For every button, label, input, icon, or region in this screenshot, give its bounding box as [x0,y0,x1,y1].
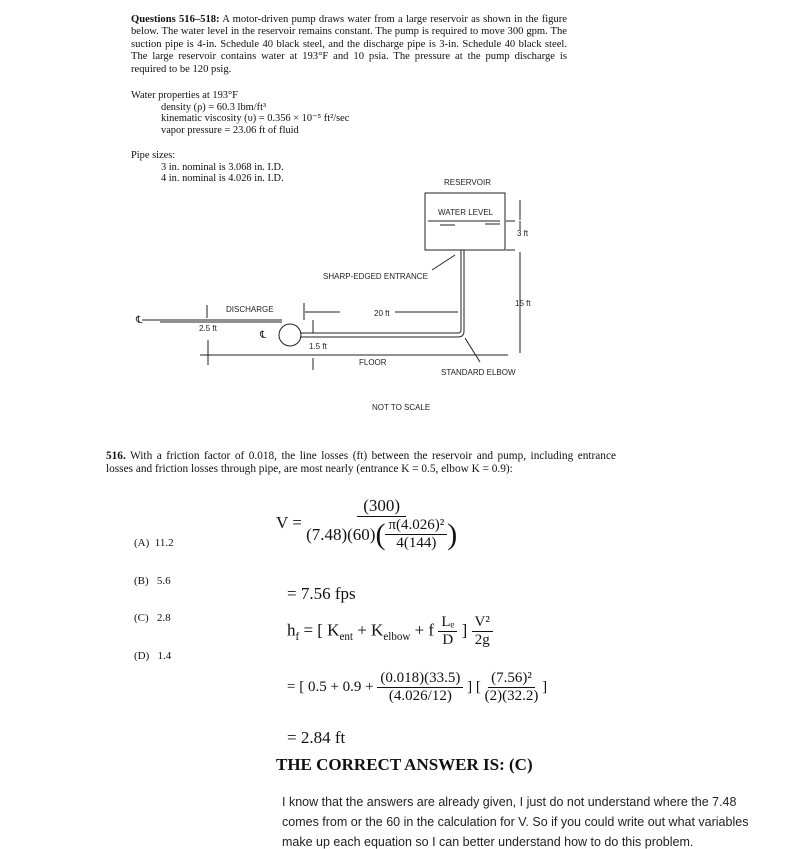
question-516 [106,450,616,476]
elbow-label: STANDARD ELBOW [441,368,516,377]
intro-text: A motor-driven pump draws water from a large reservoir as shown in the figure below. The water level in the reservoir remains constant. The pump is required to move 300 gpm. The suction pipe is 4-in. Schedule 40 black steel, and the discharge pipe is 3-in. Schedule 40 black steel. The large reservoir contains water at 193°F and 10 psia. The pressure at the pump discharge is required to be 120 psig. [131,14,567,75]
v2-num: V² [472,614,493,632]
pipes-title: Pipe sizes: [131,150,176,161]
l2-den2: (2)(32.2) [484,688,539,704]
dim-2-5ft-label: 2.5 ft [199,324,217,333]
properties-title: Water properties at 193°F [131,90,238,101]
correct-answer: THE CORRECT ANSWER IS: (C) [276,755,533,774]
suction-pipe [300,250,464,337]
head-loss-substitution [287,670,547,705]
velocity-result: = 7.56 fps [287,584,356,603]
floor-label: FLOOR [359,358,387,367]
dim-3ft-label: 3 ft [517,229,529,238]
l2-num2: (7.56)² [488,670,535,688]
v-den-a: (7.48)(60) [306,524,376,544]
v-den-den: 4(144) [396,535,437,551]
water-level-label: WATER LEVEL [438,208,494,217]
dim-15ft-label: 15 ft [515,299,531,308]
choice-a: (A) 11.2 [134,537,174,549]
hf-sub: f [295,630,300,643]
entrance-arrow [432,255,455,270]
l2-den: (4.026/12) [388,688,452,704]
hf-eq: = [ K [303,620,340,640]
pump [279,324,301,346]
centerline-icon: ℄ [136,315,143,326]
intro-heading: Questions 516–518: [131,14,220,25]
property-item: kinematic viscosity (υ) = 0.356 × 10⁻⁵ ft²/sec [161,113,350,124]
head-loss-equation [287,614,493,649]
centerline-icon: ℄ [260,330,267,341]
entrance-label: SHARP-EDGED ENTRANCE [323,272,428,281]
choice-d: (D) 1.4 [134,649,172,662]
answer-choices [134,512,174,687]
l2-mid: ] [ [467,678,481,695]
k-elbow: elbow [383,630,411,643]
le-num: Lₑ [438,614,457,632]
close-bracket: ] [461,620,468,640]
pipe-item: 3 in. nominal is 3.068 in. I.D. [161,161,284,173]
l2-num: (0.018)(33.5) [377,670,463,688]
dim-20ft-label: 20 ft [374,309,390,318]
v-numerator: (300) [357,496,406,517]
line2-start: = [ 0.5 + 0.9 + [287,678,374,695]
pipe-item: 4 in. nominal is 4.026 in. I.D. [161,173,284,184]
choice-b: (B) 5.6 [134,574,171,587]
l2-end: ] [542,678,548,695]
question-number: 516. [106,450,126,462]
velocity-equation: V = (300) (7.48)(60) ( $\frac{\text{π(4.026)²}}{4(144)}$ ) [276,496,458,551]
hf-symbol: h [287,620,296,640]
le-den: D [442,632,454,648]
question-text: With a friction factor of 0.018, the line losses (ft) between the reservoir and pump, including entrance losses and friction losses through pipe, are most nearly (entrance K = 0.5, elbow K = 0.9): [106,450,616,475]
property-item: density (ρ) = 60.3 lbm/ft³ [161,101,267,113]
property-item: vapor pressure = 23.06 ft of fluid [161,124,299,136]
v2-den: 2g [474,632,490,648]
pump-diagram [0,0,789,420]
v-den-num: π(4.026)² [385,517,447,535]
discharge-pipe [160,320,282,322]
head-loss-result: = 2.84 ft [287,728,346,747]
elbow-arrow [465,338,480,362]
not-to-scale-note: NOT TO SCALE [372,403,431,412]
user-question-text: I know that the answers are already given, I just do not understand where the 7.48 comes from or the 60 in the calculation for V. So if you could write out what variables make up each equation so I can better understand how to do this problem. [282,795,749,849]
discharge-label: DISCHARGE [226,305,274,314]
choice-c: (C) 2.8 [134,612,171,624]
reservoir-label: RESERVOIR [444,178,491,187]
plus-f: + f [410,620,435,640]
plus-k: + K [352,620,384,640]
dim-1-5ft-label: 1.5 ft [309,342,327,351]
v-lhs: V = [276,512,302,532]
k-ent: ent [339,630,353,643]
